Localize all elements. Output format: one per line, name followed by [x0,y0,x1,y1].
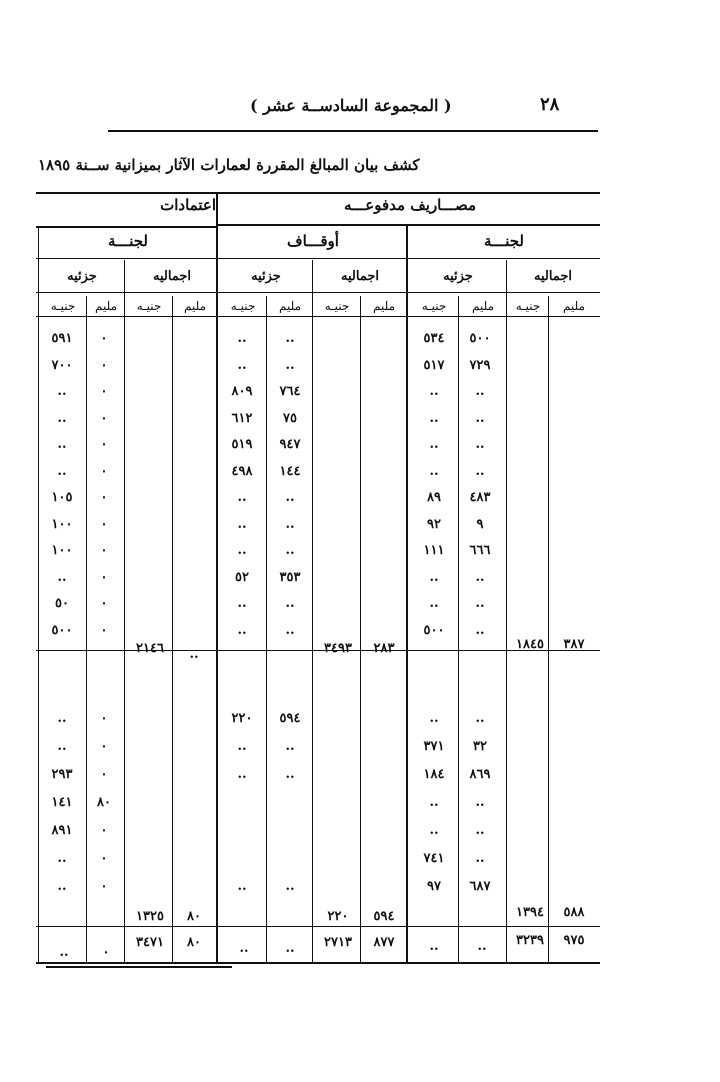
table-cell-e: .. [429,437,439,452]
table-cell-c: .. [237,331,247,346]
table-cell-a: ١٤١ [51,795,73,810]
unit-millieme: مليم [183,299,206,313]
subtotal-1-committee-millieme: ٣٨٧ [563,637,585,652]
table-cell-e: .. [429,596,439,611]
sep-credits-expenses [216,194,218,964]
grand-credit-partial-millieme: ٠ [102,945,110,960]
table-cell-b: ٠ [100,437,108,452]
table-cell-f: ٣٢ [473,739,487,754]
table-cell-e: ٩٧ [427,879,441,894]
subtotal-2-credit-pound: ١٣٢٥ [136,909,164,924]
awqaf-heading: أوقـــاف [287,232,339,250]
table-cell-f: .. [475,569,485,585]
table-cell-f: .. [475,596,485,611]
table-cell-c: .. [237,516,247,532]
table-cell-f: .. [475,823,485,838]
committee-partials-head: جزئيه [443,269,473,284]
table-cell-e: ٥٠٠ [423,622,445,638]
table-cell-f: .. [475,711,485,726]
expenses-underline [218,224,600,226]
table-cell-a: ٥٠٠ [51,622,73,638]
table-cell-c: ٥١٩ [231,437,253,452]
table-cell-d: .. [285,767,295,782]
grand-credit-total-millieme: ٨٠ [187,935,201,950]
table-cell-e: ١١١ [423,543,445,558]
table-cell-e: .. [429,410,439,426]
grand-awqaf-partial-millieme: .. [285,941,295,956]
table-cell-e: .. [429,823,439,838]
table-cell-e: .. [429,463,439,479]
table-cell-d: .. [285,516,295,532]
table-cell-c: ٥٢ [235,569,249,585]
table-cell-e: .. [429,384,439,399]
table-cell-e: .. [429,569,439,585]
table-cell-c: .. [237,879,247,894]
credits-partials-head: جزئيه [67,269,97,284]
table-cell-e: ٩٢ [427,516,441,532]
subtotal-1-awqaf-millieme: ٢٨٣ [373,641,395,656]
table-cell-a: .. [57,569,67,585]
table-cell-f: ٩ [476,516,484,532]
table-cell-b: ٠ [100,596,108,611]
table-cell-b: ٠ [100,569,108,585]
table-cell-b: ٠ [100,711,108,726]
table-cell-a: ١٠٥ [51,490,73,505]
units-underline [36,316,600,317]
table-cell-d: .. [285,490,295,505]
table-cell-b: ٠ [100,384,108,399]
table-cell-d: ١٤٤ [279,463,301,479]
table-cell-b: ٠ [100,767,108,782]
table-cell-b: ٠ [100,516,108,532]
grand-committee-partial-pound: .. [429,939,439,954]
table-cell-b: ٠ [100,357,108,373]
expenses-heading: مصـــاريف مدفوعـــه [344,196,476,214]
table-cell-e: ١٨٤ [423,767,445,782]
sep-a-tm [360,296,361,964]
table-cell-f: ٨٦٩ [469,767,491,782]
unit-pound: جنيـه [421,299,447,313]
sep-left [38,226,39,964]
table-cell-c: ٨٠٩ [231,384,253,399]
table-cell-d: .. [285,543,295,558]
table-cell-c: ٢٢٠ [231,711,253,726]
table-cell-b: ٨٠ [97,795,111,810]
table-cell-a: ٨٩١ [51,823,73,838]
table-cell-d: .. [285,879,295,894]
credits-underline [36,226,216,228]
table-cell-b: ٠ [100,410,108,426]
subtotal-2-awqaf-millieme: ٥٩٤ [373,909,395,924]
table-cell-b: ٠ [100,823,108,838]
sep-e1 [506,260,507,964]
grand-committee-total-millieme: ٩٧٥ [563,933,585,948]
unit-pound: جنيـه [50,299,76,313]
table-cell-b: ٠ [100,622,108,638]
table-cell-d: ٧٥ [283,410,297,426]
table-cell-b: ٠ [100,490,108,505]
table-title: كشف بيان المبالغ المقررة لعمارات الآثار بميزانية ســنة ١٨٩٥ [38,156,420,174]
table-cell-f: ٦٦٦ [469,543,491,558]
table-cell-d: .. [285,596,295,611]
table-cell-c: ٤٩٨ [231,463,253,479]
table-cell-a: .. [57,410,67,426]
table-cell-a: .. [57,739,67,754]
subtotal-2-credit-millieme: ٨٠ [187,909,201,924]
table-cell-f: ٦٨٧ [469,879,491,894]
table-top-rule [36,192,600,194]
unit-millieme: مليم [278,299,301,313]
table-cell-d: .. [285,622,295,638]
table-cell-d: ٣٥٣ [279,569,301,585]
sep-c-tm [172,296,173,964]
unit-pound: جنيـه [136,299,162,313]
table-cell-f: .. [475,384,485,399]
table-cell-e: ٣٧١ [423,739,445,754]
table-cell-a: ٢٩٣ [51,767,73,782]
table-cell-d: ٩٤٧ [279,437,301,452]
table-cell-a: .. [57,384,67,399]
sep-e-tm [548,296,549,964]
table-cell-b: ٠ [100,463,108,479]
table-cell-f: ٧٢٩ [469,357,491,373]
table-cell-f: .. [475,851,485,866]
table-cell-c: .. [237,596,247,611]
table-cell-d: .. [285,739,295,754]
table-cell-d: ٧٦٤ [279,384,301,399]
subtotal-1-credit-pound: ٢١٤٦ [136,641,164,656]
table-cell-e: .. [429,711,439,726]
table-cell-a: ١٠٠ [51,516,73,532]
page-number: ٢٨ [540,94,560,115]
table-bottom-rule [36,962,600,964]
table-cell-f: .. [475,463,485,479]
awqaf-partials-head: جزئيه [251,269,281,284]
sep-e-pm [458,296,459,964]
subtotal-1-committee-pound: ١٨٤٥ [516,637,544,652]
running-title: ( المجموعة السادســة عشر ) [250,96,452,115]
committee-totals-head: اجماليه [534,269,572,284]
table-cell-a: .. [57,851,67,866]
credits-heading: اعتمادات [160,196,216,214]
table-cell-a: .. [57,437,67,452]
grand-credit-total-pound: ٣٤٧١ [136,935,164,950]
grand-credit-partial-pound: .. [59,945,69,960]
table-cell-f: ٤٨٣ [469,490,491,505]
table-cell-b: ٠ [100,739,108,754]
unit-pound: جنيـه [324,299,350,313]
table-cell-c: .. [237,490,247,505]
committee-heading-credits: لجنـــة [107,232,148,250]
table-cell-b: ٠ [100,851,108,866]
grand-committee-total-pound: ٣٢٣٩ [516,933,544,948]
table-cell-e: ٥١٧ [423,357,445,373]
table-cell-a: .. [57,463,67,479]
awqaf-totals-head: اجماليه [341,269,379,284]
table-cell-d: .. [285,331,295,346]
table-cell-f: .. [475,437,485,452]
table-cell-e: ٧٤١ [423,851,445,866]
grand-awqaf-partial-pound: .. [239,941,249,956]
table-cell-e: ٥٣٤ [423,331,445,346]
table-cell-a: ٧٠٠ [51,357,73,373]
subgroup-underline [36,258,600,259]
table-cell-c: .. [237,739,247,754]
table-cell-b: ٠ [100,331,108,346]
table-cell-c: .. [237,357,247,373]
table-cell-a: ١٠٠ [51,543,73,558]
sep-a-pm [266,296,267,964]
grand-awqaf-total-pound: ٢٧١٣ [324,935,352,950]
table-cell-a: .. [57,711,67,726]
unit-pound: جنيـه [230,299,256,313]
table-cell-c: ٦١٢ [231,410,253,426]
subtotal-2-committee-millieme: ٥٨٨ [563,905,585,920]
subtotal-2-committee-pound: ١٣٩٤ [516,905,544,920]
table-cell-e: ٨٩ [427,490,441,505]
table-cell-f: .. [475,410,485,426]
sep-a1 [312,260,313,964]
table-cell-a: ٥٠ [55,596,69,611]
totals-underline [36,292,600,293]
table-cell-d: .. [285,357,295,373]
sep-c1 [124,260,125,964]
grand-committee-partial-millieme: .. [477,939,487,954]
table-cell-f: .. [475,795,485,810]
subtotal-2-awqaf-pound: ٢٢٠ [327,909,349,924]
unit-millieme: مليم [94,299,117,313]
header-rule [108,130,598,132]
table-cell-f: ٥٠٠ [469,331,491,346]
subtotal-1-credit-millieme: .. [189,647,199,662]
table-cell-b: ٠ [100,879,108,894]
table-cell-c: .. [237,622,247,638]
table-cell-d: ٥٩٤ [279,711,301,726]
sep-awqaf-committee [406,226,408,964]
unit-millieme: مليم [471,299,494,313]
table-cell-c: .. [237,543,247,558]
table-cell-f: .. [475,622,485,638]
unit-millieme: مليم [372,299,395,313]
table-cell-b: ٠ [100,543,108,558]
table-bottom-rule-2 [46,966,232,968]
table-cell-c: .. [237,767,247,782]
subtotal-2-rule [36,926,600,927]
table-cell-e: .. [429,795,439,810]
grand-awqaf-total-millieme: ٨٧٧ [373,935,395,950]
committee-heading-expenses: لجنـــة [483,232,524,250]
subtotal-1-awqaf-pound: ٣٤٩٣ [324,641,352,656]
table-cell-a: .. [57,879,67,894]
unit-pound: جنيـه [515,299,541,313]
table-cell-a: ٥٩١ [51,331,73,346]
credits-totals-head: اجماليه [153,269,191,284]
unit-millieme: مليم [562,299,585,313]
